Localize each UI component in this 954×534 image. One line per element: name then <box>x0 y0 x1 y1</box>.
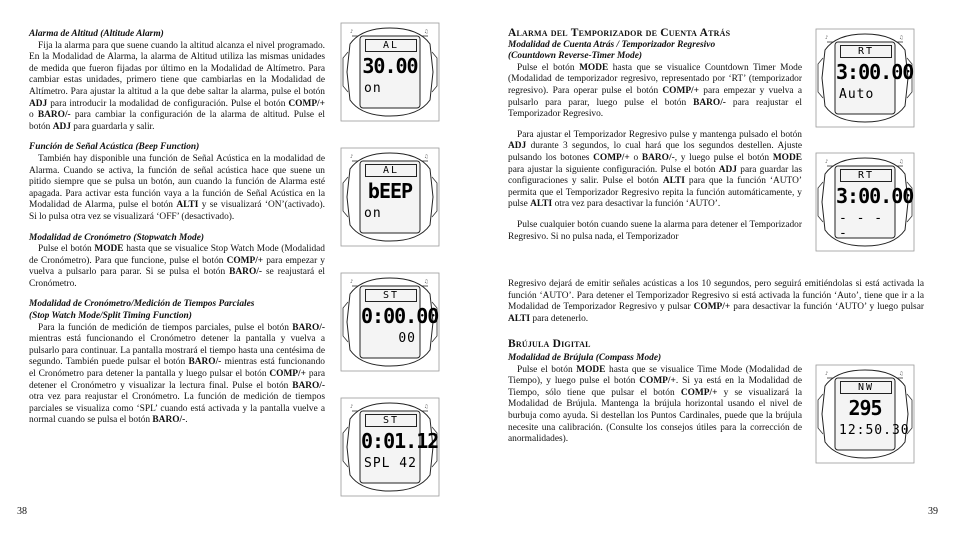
beep-icon: ♫ <box>424 154 429 160</box>
button-name: BARO/- <box>229 267 262 278</box>
lcd-display <box>836 43 914 113</box>
lcd-sub-value: 12:50.30 <box>839 423 910 438</box>
watch-figure <box>340 147 440 247</box>
altitude-alarm-text <box>29 41 325 134</box>
lcd-main-value: 0:00.00 <box>361 304 439 328</box>
lcd-display <box>361 412 439 482</box>
button-name: MODE <box>576 364 606 375</box>
lcd-display <box>361 37 419 107</box>
lcd-sub-value: 00 <box>398 331 416 346</box>
countdown-paragraph-1 <box>508 63 802 121</box>
button-name: ALTI <box>530 199 553 210</box>
button-name: ALTI <box>508 313 531 324</box>
button-name: ADJ <box>718 164 737 175</box>
alarm-bell-icon: ♪ <box>825 371 829 377</box>
lcd-display <box>361 162 419 232</box>
lcd-sub-value: on <box>364 206 382 221</box>
countdown-paragraph-3a: Pulse cualquier botón cuando suene la alarma para detener el Temporizador Regresivo. Si no pulsa nada, el Temporizador <box>508 219 802 242</box>
right-text-column-bottom <box>508 353 802 446</box>
right-text-column-wide <box>508 279 924 351</box>
watch-figure <box>340 272 440 372</box>
alarm-bell-icon: ♪ <box>825 35 829 41</box>
beep-icon: ♫ <box>899 35 904 41</box>
lcd-mode-label: ST <box>365 289 417 302</box>
text-run: Pulse el botón <box>517 364 577 375</box>
countdown-paragraph-2 <box>508 130 802 211</box>
compass-section-heading: Brújula Digital <box>508 338 591 351</box>
text-run: Regresivo dejará de emitir señales acústicas a los 10 segundos, pero seguirá emitiéndolas si está activada la función ‘AUTO’. Para detener el Temporizador Regresivo si está activada la función ‘Auto’, tiene que ir a la Modalidad de Temporizador Regresivo y pulsar <box>508 279 924 313</box>
text-run: o <box>29 110 38 121</box>
text-run: para guardar las configuraciones y salir. Pulse el botón <box>508 164 802 187</box>
button-name: MODE <box>772 152 802 163</box>
button-name: BARO/- <box>152 415 186 426</box>
button-name: COMP/+ <box>593 152 630 163</box>
lcd-sub-value: - - - - <box>839 211 884 241</box>
lcd-main-value: 295 <box>848 396 882 420</box>
watch-figure <box>815 152 915 252</box>
right-text-column-top <box>508 28 802 243</box>
button-name: COMP/+ <box>693 302 731 313</box>
button-name: BARO/- <box>37 110 71 121</box>
text-run: para introducir la modalidad de configuración. Pulse el botón <box>47 98 289 109</box>
text-run: y se visualizará ‘ON’(activado). Si lo pulsa otra vez se visualizará ‘OFF’ (desactivado). <box>29 200 325 222</box>
stopwatch-text <box>29 244 325 290</box>
lcd-main-value: 30.00 <box>362 54 418 78</box>
lcd-display <box>836 379 910 449</box>
lcd-mode-label: NW <box>840 381 892 394</box>
watch-figure <box>340 397 440 497</box>
text-run: para desactivar la función ‘AUTO’ y luego pulsar <box>730 302 924 313</box>
watch-figure <box>815 364 915 464</box>
text-run: para empezar y vuelva a pulsarlo para parar. Si se pulsa el botón <box>29 255 325 278</box>
text-run: hasta que se visualice Time Mode (Modalidad de Tiempo), y luego pulse el botón <box>508 364 802 387</box>
button-name: COMP/+ <box>288 98 325 109</box>
text-run: . <box>185 415 188 426</box>
countdown-subheading-2: (Countdown Reverse-Timer Mode) <box>508 51 643 62</box>
stopwatch-heading: Modalidad de Cronómetro (Stopwatch Mode) <box>29 232 205 243</box>
beep-icon: ♫ <box>899 371 904 377</box>
lcd-display <box>836 167 914 241</box>
watch-figure <box>815 28 915 128</box>
text-run: , y luego pulse el botón <box>674 152 773 163</box>
lcd-sub-value: Auto <box>839 87 875 102</box>
altitude-alarm-heading: Alarma de Altitud (Altitude Alarm) <box>29 29 164 39</box>
countdown-paragraph-3b <box>508 279 924 325</box>
lcd-main-value: 3:00.00 <box>836 60 914 84</box>
lcd-mode-label: AL <box>365 164 417 177</box>
beep-function-heading: Función de Señal Acústica (Beep Function) <box>29 142 200 153</box>
text-run: hasta que se visualice Countdown Timer Mode (Modalidad de temporizador regresivo, representado por ‘RT’ (temporizador regresivo). Para operar pulse el botón <box>508 62 802 96</box>
text-run: otra vez para reajustar el Cronómetro. La función de medición de tiempos parciales se visualiza como ‘SPL’ cuando está activada y la pantalla vuelve a normal cuando se pulsa el botón <box>29 392 325 426</box>
text-run: para que la función ‘AUTO’ permita que el Temporizador Regresivo repita la función automáticamente, y pulse <box>508 176 802 210</box>
text-run: Pulse el botón <box>38 244 95 255</box>
button-name: ADJ <box>52 121 71 132</box>
text-run: para reajustar el Temporizador Regresivo. <box>508 97 803 120</box>
watch-figure <box>340 22 440 122</box>
text-run: Para la función de medición de tiempos parciales, pulse el botón <box>38 322 293 333</box>
text-run: o <box>629 152 642 163</box>
lcd-sub-value: SPL 42 <box>364 456 417 471</box>
text-run: Pulse el botón <box>517 62 580 73</box>
text-run: hasta que se visualice Stop Watch Mode (Modalidad de Cronómetro). Para que funcione, pulse el botón <box>29 244 325 266</box>
lcd-mode-label: AL <box>365 39 417 52</box>
lcd-sub-value: on <box>364 81 382 96</box>
lcd-mode-label: RT <box>840 45 892 58</box>
countdown-subheading-1: Modalidad de Cuenta Atrás / Temporizador Regresivo <box>508 39 716 50</box>
text-run: mientras está funcionando el Cronómetro para detener la pantalla y luego pulsar el botón <box>29 357 325 380</box>
button-name: COMP/+ <box>269 369 306 380</box>
text-run: para cambiar la configuración de la alarma de altitud. Pulse el botón <box>29 110 325 132</box>
button-name: BARO/- <box>641 152 675 163</box>
button-name: MODE <box>579 62 609 73</box>
button-name: BARO/- <box>693 97 726 108</box>
text-run: mientras está funcionando el Cronómetro detener la pantalla y vuelva a pulsarlo para continuar. La pantalla mostrará el tiempo hasta una centésima de segundo. También puede pulsar el botón <box>29 334 325 368</box>
button-name: ALTI <box>176 200 199 211</box>
lcd-mode-label: RT <box>840 169 892 182</box>
alarm-bell-icon: ♪ <box>350 404 354 410</box>
alarm-bell-icon: ♪ <box>350 279 354 285</box>
text-run: durante 3 segundos, lo cual hará que los segundos destellen. Ajuste pulsando los botones <box>508 141 802 163</box>
lcd-main-value: 0:01.12 <box>361 429 439 453</box>
text-run: para empezar y vuelva a pulsarlo para parar, luego pulse el botón <box>508 85 803 108</box>
button-name: COMP/+ <box>680 387 718 398</box>
lcd-display <box>361 287 439 357</box>
text-run: . Si ya está en la Modalidad de Tiempo, sólo tiene que pulsar el botón <box>508 376 802 398</box>
beep-function-text <box>29 154 325 224</box>
text-run: para detener el Cronómetro y visualizar la lectura final. Pulse el botón <box>29 369 325 391</box>
beep-icon: ♫ <box>424 279 429 285</box>
beep-icon: ♫ <box>899 159 904 165</box>
lcd-main-value: bEEP <box>367 179 413 203</box>
button-name: COMP/+ <box>639 376 676 387</box>
button-name: MODE <box>94 244 124 255</box>
button-name: COMP/+ <box>662 85 699 96</box>
beep-icon: ♫ <box>424 404 429 410</box>
text-run: y se visualizará la Modalidad de Brújula. Mantenga la brújula horizontal usando el nivel de burbuja como ayuda. Si destellan los Puntos Cardinales, puede que la brújula necesite una calibración. (Consulte los consejos útiles para la corrección de anormalidades). <box>508 387 802 445</box>
button-name: ADJ <box>508 141 527 152</box>
lcd-main-value: 3:00.00 <box>836 184 914 208</box>
button-name: BARO/- <box>292 380 325 391</box>
right-page <box>477 0 954 534</box>
button-name: ADJ <box>29 98 48 109</box>
button-name: COMP/+ <box>226 255 264 266</box>
split-timing-heading-2: (Stop Watch Mode/Split Timing Function) <box>29 311 192 322</box>
left-text-column <box>29 29 325 427</box>
text-run: También hay disponible una función de Señal Acústica en la modalidad de Alarma. Cuando se activa, la función de señal acústica hace que suene un pitido siempre que se pulsa un botón, aun cuando la función de Alarma esté apagada. Para activar esta función vaya a la función de Señal Acústica en la Modalidad de Alarma, pulse el botón <box>29 153 325 211</box>
button-name: BARO/- <box>188 357 222 368</box>
split-timing-text <box>29 323 325 427</box>
text-run: Para ajustar el Temporizador Regresivo pulse y mantenga pulsado el botón <box>517 129 802 140</box>
countdown-section-heading: Alarma del Temporizador de Cuenta Atrás <box>508 27 731 39</box>
text-run: para guardarla y salir. <box>70 121 155 132</box>
lcd-mode-label: ST <box>365 414 417 427</box>
text-run: para detenerlo. <box>530 313 589 324</box>
alarm-bell-icon: ♪ <box>350 29 354 35</box>
alarm-bell-icon: ♪ <box>350 154 354 160</box>
page-number-left: 38 <box>17 506 27 517</box>
button-name: BARO/- <box>292 322 325 333</box>
split-timing-heading-1: Modalidad de Cronómetro/Medición de Tiempos Parciales <box>29 299 255 310</box>
alarm-bell-icon: ♪ <box>825 159 829 165</box>
text-run: se reajustará el Cronómetro. <box>29 267 325 289</box>
text-run: para ajustar la siguiente configuración. Pulse el botón <box>508 164 719 175</box>
button-name: ALTI <box>662 176 685 187</box>
text-run: Fija la alarma para que suene cuando la altitud alcanza el nivel programado. En la Modalidad de Alarma, la alarma de Altitud utiliza las mismas unidades de medida que fueron fijadas por último en la Modalidad de Altímetro. Para cambiar estas unidades, primero tiene que cambiarlas en la Modalidad de Altímetro. Para ajustar la altitud a la que debe saltar la alarma, pulse el botón <box>29 40 325 97</box>
beep-icon: ♫ <box>424 29 429 35</box>
compass-paragraph <box>508 365 802 446</box>
page-number-right: 39 <box>928 506 938 517</box>
text-run: otra vez para desactivar la función ‘AUTO’. <box>552 199 721 210</box>
compass-subheading: Modalidad de Brújula (Compass Mode) <box>508 353 662 363</box>
